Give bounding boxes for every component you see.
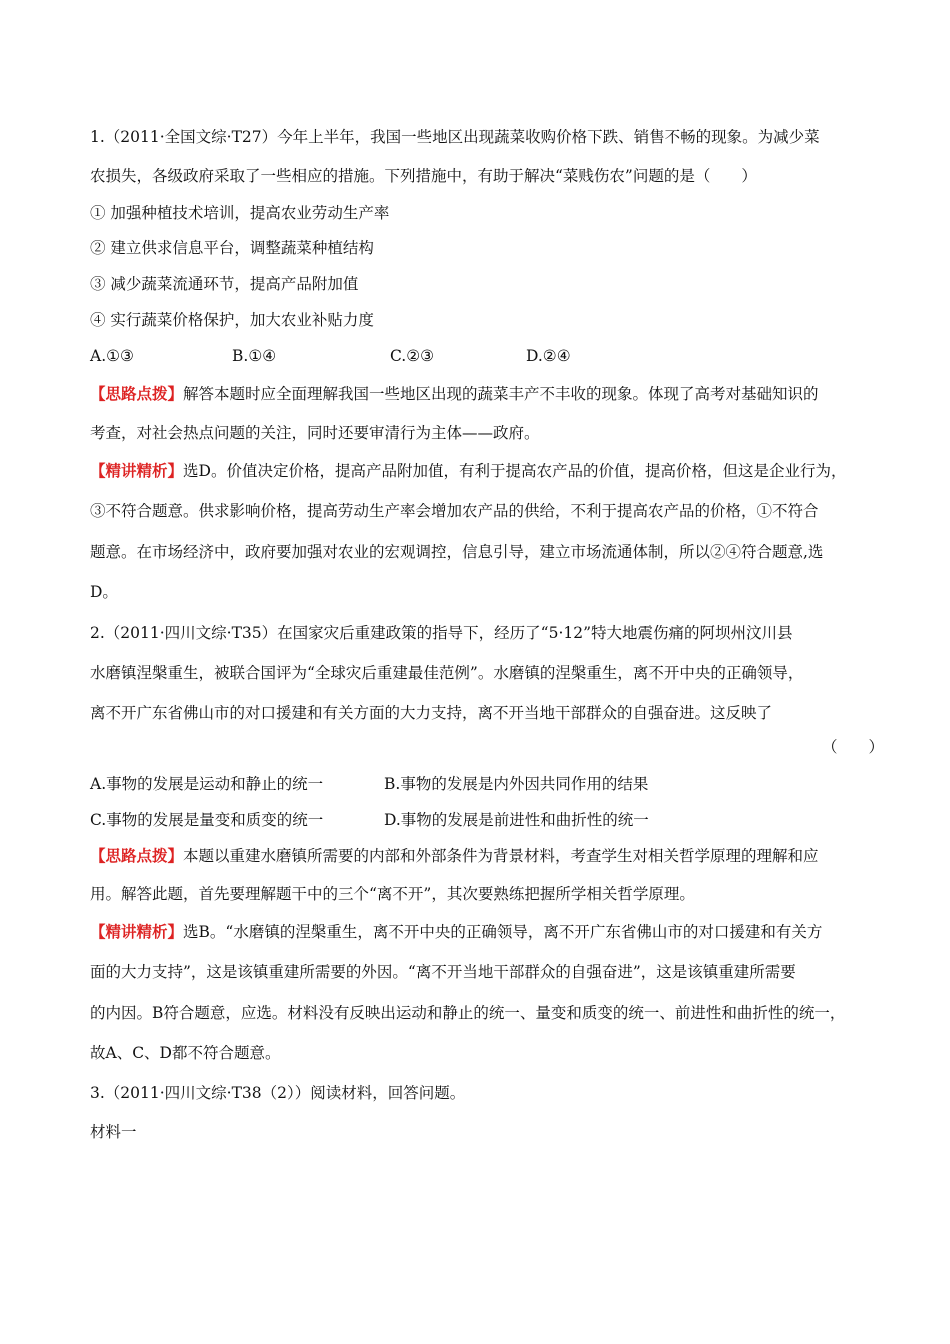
q1-option-c: C.②③: [390, 347, 435, 365]
q2-stem-line-3: 离不开广东省佛山市的对口援建和有关方面的大力支持，离不开当地干部群众的自强奋进。这反映了: [90, 704, 773, 722]
q2-analysis-line-1: [90, 922, 822, 942]
q3-material-label: 材料一: [90, 1123, 137, 1141]
q2-hint-tag: 【思路点拨】: [90, 846, 184, 865]
q1-item-3: ③ 减少蔬菜流通环节，提高产品附加值: [90, 275, 359, 293]
q2-analysis-line-4: 故A、C、D都不符合题意。: [90, 1044, 281, 1062]
q1-analysis-line-1: [90, 461, 846, 481]
q1-hint-tag: 【思路点拨】: [90, 384, 184, 403]
q2-analysis-tag: 【精讲精析】: [90, 922, 184, 941]
q2-analysis-text: 选B。“水磨镇的涅槃重生，离不开中央的正确领导，离不开广东省佛山市的对口援建和有关方: [183, 923, 823, 941]
q2-stem-line-1: 2.（2011·四川文综·T35）在国家灾后重建政策的指导下，经历了“5·12”特大地震伤痛的阿坝州汶川县: [90, 624, 793, 642]
q2-option-c: C.事物的发展是量变和质变的统一: [90, 811, 324, 829]
q3-stem-line-1: 3.（2011·四川文综·T38（2））阅读材料，回答问题。: [90, 1084, 466, 1102]
q1-analysis-text: 选D。价值决定价格，提高产品附加值，有利于提高农产品的价值，提高价格，但这是企业行为，: [183, 462, 847, 480]
q1-stem-line-2: 农损失，各级政府采取了一些相应的措施。下列措施中，有助于解决“菜贱伤农”问题的是（ ）: [90, 167, 757, 185]
q1-option-a: A.①③: [90, 347, 134, 365]
q1-stem-line-1: 1.（2011·全国文综·T27）今年上半年，我国一些地区出现蔬菜收购价格下跌、销售不畅的现象。为减少菜: [90, 128, 820, 146]
q2-answer-paren: （ ）: [822, 738, 885, 756]
q2-option-b: B.事物的发展是内外因共同作用的结果: [384, 775, 649, 793]
q2-analysis-line-2: 面的大力支持”，这是该镇重建所需要的外因。“离不开当地干部群众的自强奋进”，这是该镇重建所需要: [90, 963, 796, 981]
q2-stem-line-2: 水磨镇涅槃重生，被联合国评为“全球灾后重建最佳范例”。水磨镇的涅槃重生，离不开中央的正确领导，: [90, 664, 804, 682]
q1-hint-line-1: [90, 384, 819, 404]
q1-analysis-line-3: 题意。在市场经济中，政府要加强对农业的宏观调控，信息引导，建立市场流通体制，所以②④符合题意,选: [90, 543, 824, 561]
q2-hint-line-1: [90, 846, 819, 866]
q1-analysis-line-4: D。: [90, 583, 118, 601]
q2-option-d: D.事物的发展是前进性和曲折性的统一: [384, 811, 649, 829]
q1-item-4: ④ 实行蔬菜价格保护，加大农业补贴力度: [90, 311, 374, 329]
q1-item-1: ① 加强种植技术培训，提高农业劳动生产率: [90, 204, 390, 222]
q2-analysis-line-3: 的内因。B符合题意，应选。材料没有反映出运动和静止的统一、量变和质变的统一、前进性和曲折性的统一，: [90, 1004, 846, 1022]
q1-option-b: B.①④: [232, 347, 277, 365]
q1-analysis-line-2: ③不符合题意。供求影响价格，提高劳动生产率会增加农产品的供给，不利于提高农产品的价格，①不符合: [90, 502, 819, 520]
q1-hint-text: 解答本题时应全面理解我国一些地区出现的蔬菜丰产不丰收的现象。体现了高考对基础知识的: [183, 385, 819, 403]
q2-hint-line-2: 用。解答此题，首先要理解题干中的三个“离不开”，其次要熟练把握所学相关哲学原理。: [90, 885, 695, 903]
q2-option-a: A.事物的发展是运动和静止的统一: [90, 775, 324, 793]
q1-hint-line-2: 考查，对社会热点问题的关注，同时还要审清行为主体——政府。: [90, 424, 540, 442]
q1-option-d: D.②④: [526, 347, 571, 365]
q1-item-2: ② 建立供求信息平台，调整蔬菜种植结构: [90, 239, 374, 257]
q2-hint-text: 本题以重建水磨镇所需要的内部和外部条件为背景材料，考查学生对相关哲学原理的理解和应: [183, 847, 819, 865]
q1-analysis-tag: 【精讲精析】: [90, 461, 184, 480]
